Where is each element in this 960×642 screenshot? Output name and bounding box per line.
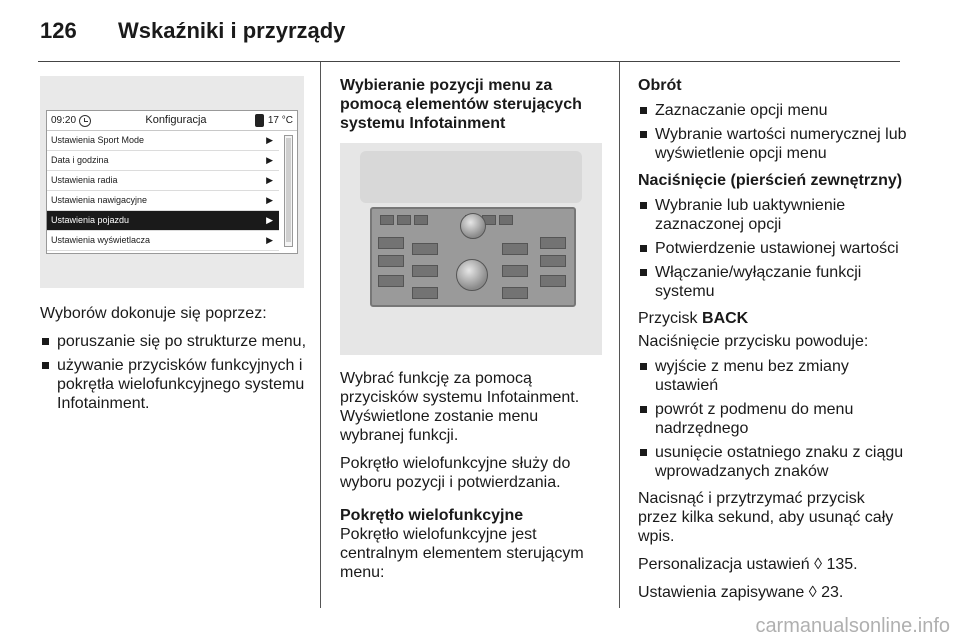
panel-button [412, 287, 438, 299]
display-time: 09:20 [51, 115, 77, 126]
list-item: powrót z podmenu do menu nadrzędnego [638, 400, 908, 438]
display-figure [40, 76, 304, 288]
list-item: Wybranie lub uaktywnienie zaznaczonej opcji [638, 196, 908, 234]
list-item: Włączanie/wyłączanie funkcji systemu [638, 263, 908, 301]
back-button-line: Przycisk BACK [638, 310, 749, 327]
section-heading-press: Naciśnięcie (pierścień zewnętrzny) [638, 172, 903, 189]
dashboard-shape [360, 151, 582, 203]
preset-keys [380, 215, 513, 225]
display-menu-item: Data i godzina ▶ [47, 151, 279, 171]
display-menu-item: Ustawienia wyświetlacza ▶ [47, 231, 279, 251]
section-heading-rotate: Obrót [638, 77, 682, 94]
page-header [40, 14, 345, 48]
panel-button [502, 265, 528, 277]
selection-intro: Wyborów dokonuje się poprzez: [40, 305, 267, 322]
panel-button [412, 243, 438, 255]
panel-button [378, 275, 404, 287]
section-heading-knob: Pokrętło wielofunkcyjne [340, 507, 524, 524]
list-item: wyjście z menu bez zmiany ustawień [638, 357, 908, 395]
display-scrollbar [284, 135, 293, 247]
list-item: Potwierdzenie ustawionej wartości [638, 239, 908, 258]
chevron-right-icon: ▶ [266, 155, 273, 165]
page-number: 126 [40, 18, 77, 43]
list-item: używanie przycisków funkcyjnych i pokrętła wielofunkcyjnego systemu Infotainment. [40, 356, 308, 413]
section-heading-menu-selection: Wybieranie pozycji menu za pomocą elementów sterujących systemu Infotainment [340, 77, 582, 132]
back-intro: Naciśnięcie przycisku powoduje: [638, 333, 869, 350]
column-1 [40, 76, 308, 421]
reference-personalization: Personalizacja ustawień ◊ 135. [638, 556, 858, 573]
list-item: poruszanie się po strukturze menu, [40, 332, 308, 351]
paragraph-select-function: Wybrać funkcję za pomocą przycisków systemu Infotainment. Wyświetlone zostanie menu wybranej funkcji. [340, 370, 580, 444]
chevron-right-icon: ▶ [266, 135, 273, 145]
display-status-bar [47, 111, 297, 131]
panel-button [540, 237, 566, 249]
display-menu-list [47, 131, 297, 251]
column-2 [340, 76, 602, 591]
reference-arrow-icon: ◊ [808, 584, 817, 601]
panel-button [540, 275, 566, 287]
display-scroll-thumb [286, 138, 291, 242]
display-temperature: 17 °C [267, 115, 293, 126]
chevron-right-icon: ▶ [266, 175, 273, 185]
reference-saved-settings: Ustawienia zapisywane ◊ 23. [638, 584, 844, 601]
display-menu-item-selected: Ustawienia pojazdu ▶ [47, 211, 279, 231]
column-divider-2 [619, 62, 620, 608]
clock-icon [79, 115, 91, 127]
panel-button [378, 255, 404, 267]
multifunction-knob [456, 259, 488, 291]
list-item: Zaznaczanie opcji menu [638, 101, 908, 120]
list-item: usunięcie ostatniego znaku z ciągu wprowadzanych znaków [638, 443, 908, 481]
control-panel-figure [340, 143, 602, 355]
press-list [638, 196, 908, 301]
panel-button [412, 265, 438, 277]
infotainment-panel [370, 207, 576, 307]
display-screen [46, 110, 298, 254]
display-title: Konfiguracja [145, 114, 207, 126]
header-rule [38, 61, 900, 62]
chevron-right-icon: ▶ [266, 195, 273, 205]
panel-button [378, 237, 404, 249]
reference-arrow-icon: ◊ [814, 556, 823, 573]
rotate-list [638, 101, 908, 163]
column-divider-1 [320, 62, 321, 608]
list-item: Wybranie wartości numerycznej lub wyświetlenie opcji menu [638, 125, 908, 163]
panel-button [540, 255, 566, 267]
paragraph-knob-usage: Pokrętło wielofunkcyjne służy do wyboru pozycji i potwierdzania. [340, 455, 571, 491]
back-label: BACK [702, 310, 749, 327]
page-title: Wskaźniki i przyrządy [118, 18, 346, 43]
display-menu-item: Ustawienia Sport Mode ▶ [47, 131, 279, 151]
panel-button [502, 287, 528, 299]
display-menu-item: Ustawienia radia ▶ [47, 171, 279, 191]
chevron-right-icon: ▶ [266, 215, 273, 225]
panel-button [502, 243, 528, 255]
paragraph-knob-central: Pokrętło wielofunkcyjne jest centralnym elementem sterującym menu: [340, 526, 584, 581]
selection-methods-list [40, 332, 308, 413]
hold-instruction: Nacisnąć i przytrzymać przycisk przez kilka sekund, aby usunąć cały wpis. [638, 490, 894, 545]
phone-icon [255, 114, 264, 127]
volume-knob [460, 213, 486, 239]
display-menu-item: Ustawienia nawigacyjne ▶ [47, 191, 279, 211]
back-list [638, 357, 908, 481]
chevron-right-icon: ▶ [266, 235, 273, 245]
column-3 [638, 76, 908, 611]
watermark: carmanualsonline.info [755, 615, 950, 637]
